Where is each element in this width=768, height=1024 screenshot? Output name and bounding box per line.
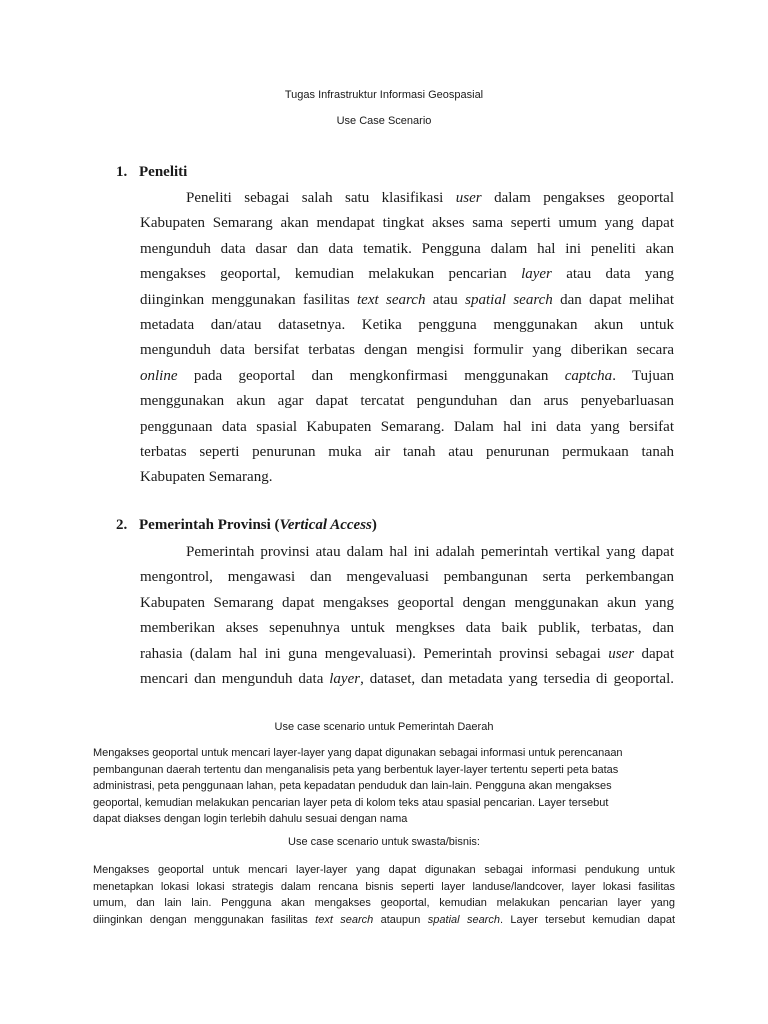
- text-line: Mengakses geoportal untuk mencari layer-layer yang dapat digunakan sebagai informasi untuk perencanaan: [93, 747, 623, 759]
- section-2-title-prefix: Pemerintah Provinsi (: [139, 517, 280, 533]
- section-1-heading: [116, 164, 187, 181]
- text-line: mengunduh data bersifat terbatas dengan mengisi formulir yang diberikan secara: [140, 342, 674, 359]
- text-line: Kabupaten Semarang akan mendapat tingkat akses sama seperti umum yang dapat: [140, 215, 674, 232]
- text-line: mengunduh data dasar dan data tematik. Pengguna dalam hal ini peneliti akan: [140, 240, 674, 257]
- italic-term: online: [140, 367, 178, 384]
- text-line: pembangunan daerah tertentu dan menganalisis peta yang berbentuk layer-layer tertentu seperti peta batas: [93, 763, 619, 776]
- italic-term: text search: [315, 913, 374, 926]
- text-line: umum, dan lain lain. Pengguna akan mengakses geoportal, kemudian melakukan pencarian layer yang: [93, 897, 675, 910]
- text-line: diinginkan dengan menggunakan fasilitas text search ataupun spatial search. Layer tersebut kemudian dapat: [93, 913, 675, 926]
- italic-term: layer: [521, 266, 552, 283]
- section-2-paragraph: [140, 540, 674, 692]
- block-pemerintah-daerah: [93, 745, 675, 828]
- text-line: Peneliti sebagai salah satu klasifikasi user dalam pengakses geoportal: [186, 190, 674, 206]
- italic-term: user: [455, 190, 482, 206]
- section-2-title-suffix: ): [371, 517, 377, 533]
- italic-term: layer: [329, 670, 361, 687]
- text-line: memberikan akses sepenuhnya untuk mengkses data baik publik, terbatas, dan: [140, 620, 674, 637]
- text-line: administrasi, peta penggunaan lahan, peta kepadatan penduduk dan lain-lain. Pengguna akan mengakses: [93, 780, 612, 793]
- text-line: dapat diakses dengan login terlebih dahulu sesuai dengan nama: [93, 813, 408, 826]
- text-line: menetapkan lokasi lokasi strategis dalam rencana bisnis seperti layer landuse/landcover, layer lokasi fasilitas: [93, 880, 675, 893]
- caption-swasta-bisnis: Use case scenario untuk swasta/bisnis:: [288, 836, 480, 848]
- text-line: rahasia (dalam hal ini guna mengevaluasi). Pemerintah provinsi sebagai user dapat: [140, 645, 674, 662]
- italic-term: user: [608, 645, 635, 662]
- block-swasta-bisnis: [93, 862, 675, 928]
- italic-term: spatial search: [465, 291, 553, 308]
- section-1-number: 1.: [116, 164, 128, 180]
- section-1-title: Peneliti: [139, 164, 188, 180]
- text-line: Pemerintah provinsi atau dalam hal ini adalah pemerintah vertikal yang dapat: [186, 544, 674, 560]
- italic-term: captcha: [564, 367, 613, 384]
- section-1-paragraph: [140, 186, 674, 491]
- text-line: penggunaan data spasial Kabupaten Semarang. Dalam hal ini data yang bersifat: [140, 418, 674, 435]
- section-2-title-italic: Vertical Access: [279, 517, 372, 533]
- text-line: metadata dan/atau datasetnya. Ketika pengguna menggunakan akun untuk: [140, 316, 674, 333]
- text-line: online pada geoportal dan mengkonfirmasi menggunakan captcha. Tujuan: [140, 367, 674, 384]
- text-line: mencari dan mengunduh data layer, dataset, dan metadata yang tersedia di geoportal.: [140, 670, 674, 687]
- text-line: geoportal, kemudian melakukan pencarian layer peta di kolom teks atau spasial pencarian. Layer tersebut: [93, 796, 609, 809]
- italic-term: text search: [357, 291, 426, 308]
- text-line: menggunakan akun agar dapat tercatat pengunduhan dan arus penyebarluasan: [140, 393, 674, 410]
- text-line: Mengakses geoportal untuk mencari layer-layer yang dapat digunakan sebagai informasi pendukung untuk: [93, 864, 675, 876]
- italic-term: spatial search: [427, 913, 500, 926]
- text-line: Kabupaten Semarang.: [140, 469, 273, 486]
- section-2-heading: [116, 517, 377, 534]
- text-line: terbatas seperti penurunan muka air tanah atau penurunan permukaan tanah: [140, 443, 674, 460]
- section-2-number: 2.: [116, 517, 128, 533]
- text-line: Kabupaten Semarang dapat mengakses geoportal dengan menggunakan akun yang: [140, 594, 674, 611]
- caption-pemerintah-daerah: Use case scenario untuk Pemerintah Daerah: [274, 721, 494, 733]
- text-line: mengakses geoportal, kemudian melakukan pencarian layer atau data yang: [140, 266, 674, 283]
- document-title: Tugas Infrastruktur Informasi Geospasial: [284, 89, 484, 101]
- text-line: mengontrol, mengawasi dan mengevaluasi pembangunan serta perkembangan: [140, 569, 674, 586]
- document-subtitle: Use Case Scenario: [336, 115, 432, 127]
- text-line: diinginkan menggunakan fasilitas text search atau spatial search dan dapat melihat: [140, 291, 674, 308]
